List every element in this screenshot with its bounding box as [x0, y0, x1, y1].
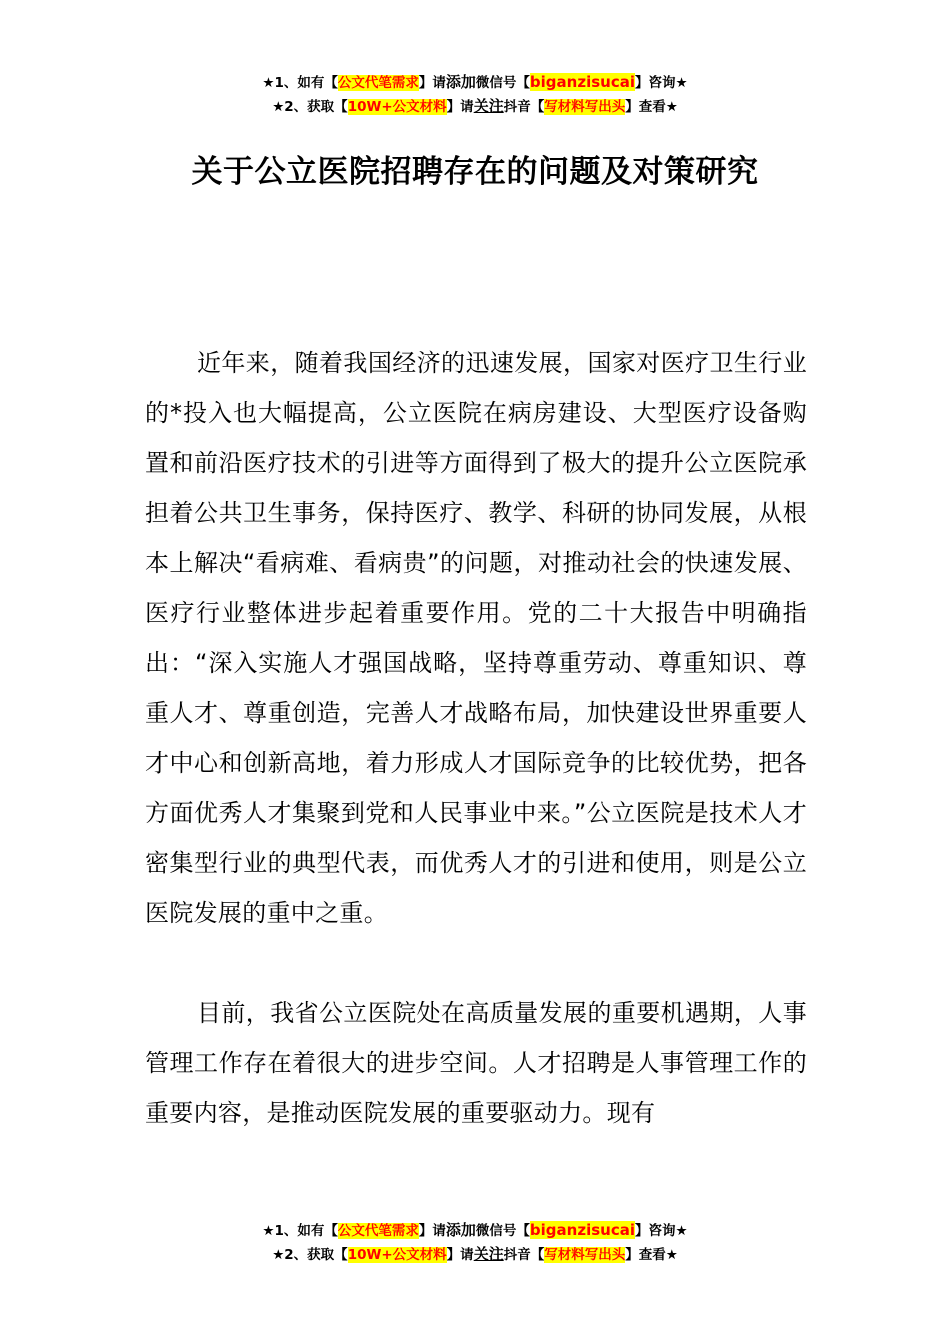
banner-text: 】请 — [418, 75, 446, 91]
banner-text: 添加 — [445, 73, 476, 91]
banner-text: 】查看★ — [625, 99, 678, 115]
banner-text: 】请 — [446, 1247, 474, 1263]
banner-text: ★1、如有【 — [262, 1223, 338, 1239]
document-body — [145, 338, 807, 1138]
banner-text: 】查看★ — [625, 1247, 678, 1263]
banner-text: 关注 — [473, 97, 504, 115]
banner-text: 】请 — [446, 99, 474, 115]
banner-highlight: 10W+公文材料 — [347, 1247, 447, 1263]
footer-banner — [0, 1218, 950, 1266]
banner-line-2 — [0, 94, 950, 118]
wechat-id-highlight: biganzisucai — [529, 1221, 635, 1239]
banner-text: 添加 — [445, 1221, 476, 1239]
banner-text: ★1、如有【 — [262, 75, 338, 91]
banner-line-2 — [0, 1242, 950, 1266]
document-title: 关于公立医院招聘存在的问题及对策研究 — [191, 154, 759, 190]
banner-text: 微信号【 — [475, 1223, 530, 1239]
banner-text: 】咨询★ — [634, 1223, 688, 1239]
wechat-id-highlight: biganzisucai — [529, 73, 635, 91]
banner-text: 】请 — [418, 1223, 446, 1239]
banner-line-1 — [0, 70, 950, 94]
banner-highlight: 10W+公文材料 — [347, 99, 447, 115]
banner-text: 抖音【 — [503, 99, 545, 115]
banner-text: 】咨询★ — [634, 75, 688, 91]
douyin-highlight: 写材料写出头 — [544, 1247, 626, 1263]
banner-text: 关注 — [473, 1245, 504, 1263]
banner-highlight: 公文代笔需求 — [337, 75, 419, 91]
banner-highlight: 公文代笔需求 — [337, 1223, 419, 1239]
paragraph-2: 目前，我省公立医院处在高质量发展的重要机遇期，人事管理工作存在着很大的进步空间。人才招聘是人事管理工作的重要内容，是推动医院发展的重要驱动力。现有 — [145, 999, 807, 1127]
douyin-highlight: 写材料写出头 — [544, 99, 626, 115]
banner-text: 微信号【 — [475, 75, 530, 91]
banner-text: ★2、获取【 — [272, 99, 348, 115]
banner-text: ★2、获取【 — [272, 1247, 348, 1263]
banner-line-1 — [0, 1218, 950, 1242]
banner-text: 抖音【 — [503, 1247, 545, 1263]
header-banner — [0, 70, 950, 118]
paragraph-1: 近年来，随着我国经济的迅速发展，国家对医疗卫生行业的*投入也大幅提高，公立医院在病房建设、大型医疗设备购置和前沿医疗技术的引进等方面得到了极大的提升公立医院承担着公共卫生事务，保持医疗、教学、科研的协同发展，从根本上解决“看病难、看病贵”的问题，对推动社会的快速发展、医疗行业整体进步起着重要作用。党的二十大报告中明确指出：“深入实施人才强国战略，坚持尊重劳动、尊重知识、尊重人才、尊重创造，完善人才战略布局，加快建设世界重要人才中心和创新高地，着力形成人才国际竞争的比较优势，把各方面优秀人才集聚到党和人民事业中来。”公立医院是技术人才密集型行业的典型代表，而优秀人才的引进和使用，则是公立医院发展的重中之重。 — [145, 349, 807, 927]
